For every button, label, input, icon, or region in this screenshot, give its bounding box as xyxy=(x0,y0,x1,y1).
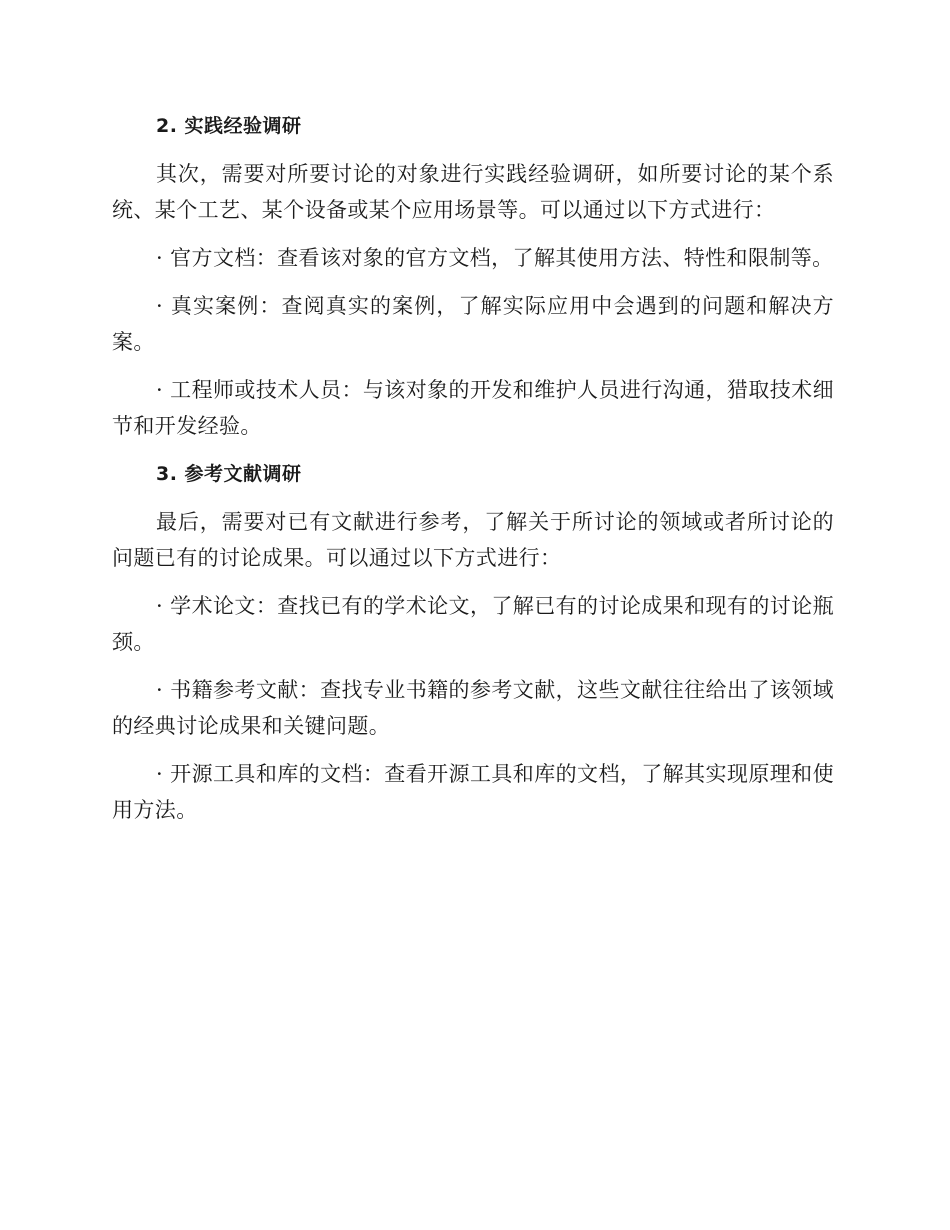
bullet-official-docs: · 官方文档：查看该对象的官方文档，了解其使用方法、特性和限制等。 xyxy=(156,246,834,270)
bullet-engineers: · 工程师或技术人员：与该对象的开发和维护人员进行沟通，猎取技术细节和开发经验。 xyxy=(112,378,834,438)
section-heading-practice: 2. 实践经验调研 xyxy=(156,115,302,137)
document-page xyxy=(112,108,834,840)
section-intro-practice: 其次，需要对所要讨论的对象进行实践经验调研，如所要讨论的某个系统、某个工艺、某个设备或某个应用场景等。可以通过以下方式进行： xyxy=(112,162,834,222)
bullet-open-source-docs: · 开源工具和库的文档：查看开源工具和库的文档，了解其实现原理和使用方法。 xyxy=(112,762,834,822)
section-intro-literature: 最后，需要对已有文献进行参考，了解关于所讨论的领域或者所讨论的问题已有的讨论成果。可以通过以下方式进行： xyxy=(112,510,834,570)
bullet-academic-papers: · 学术论文：查找已有的学术论文，了解已有的讨论成果和现有的讨论瓶颈。 xyxy=(112,594,834,654)
section-heading-literature: 3. 参考文献调研 xyxy=(156,463,302,485)
bullet-book-references: · 书籍参考文献：查找专业书籍的参考文献，这些文献往往给出了该领域的经典讨论成果和关键问题。 xyxy=(112,678,834,738)
bullet-real-cases: · 真实案例：查阅真实的案例，了解实际应用中会遇到的问题和解决方案。 xyxy=(112,294,834,354)
